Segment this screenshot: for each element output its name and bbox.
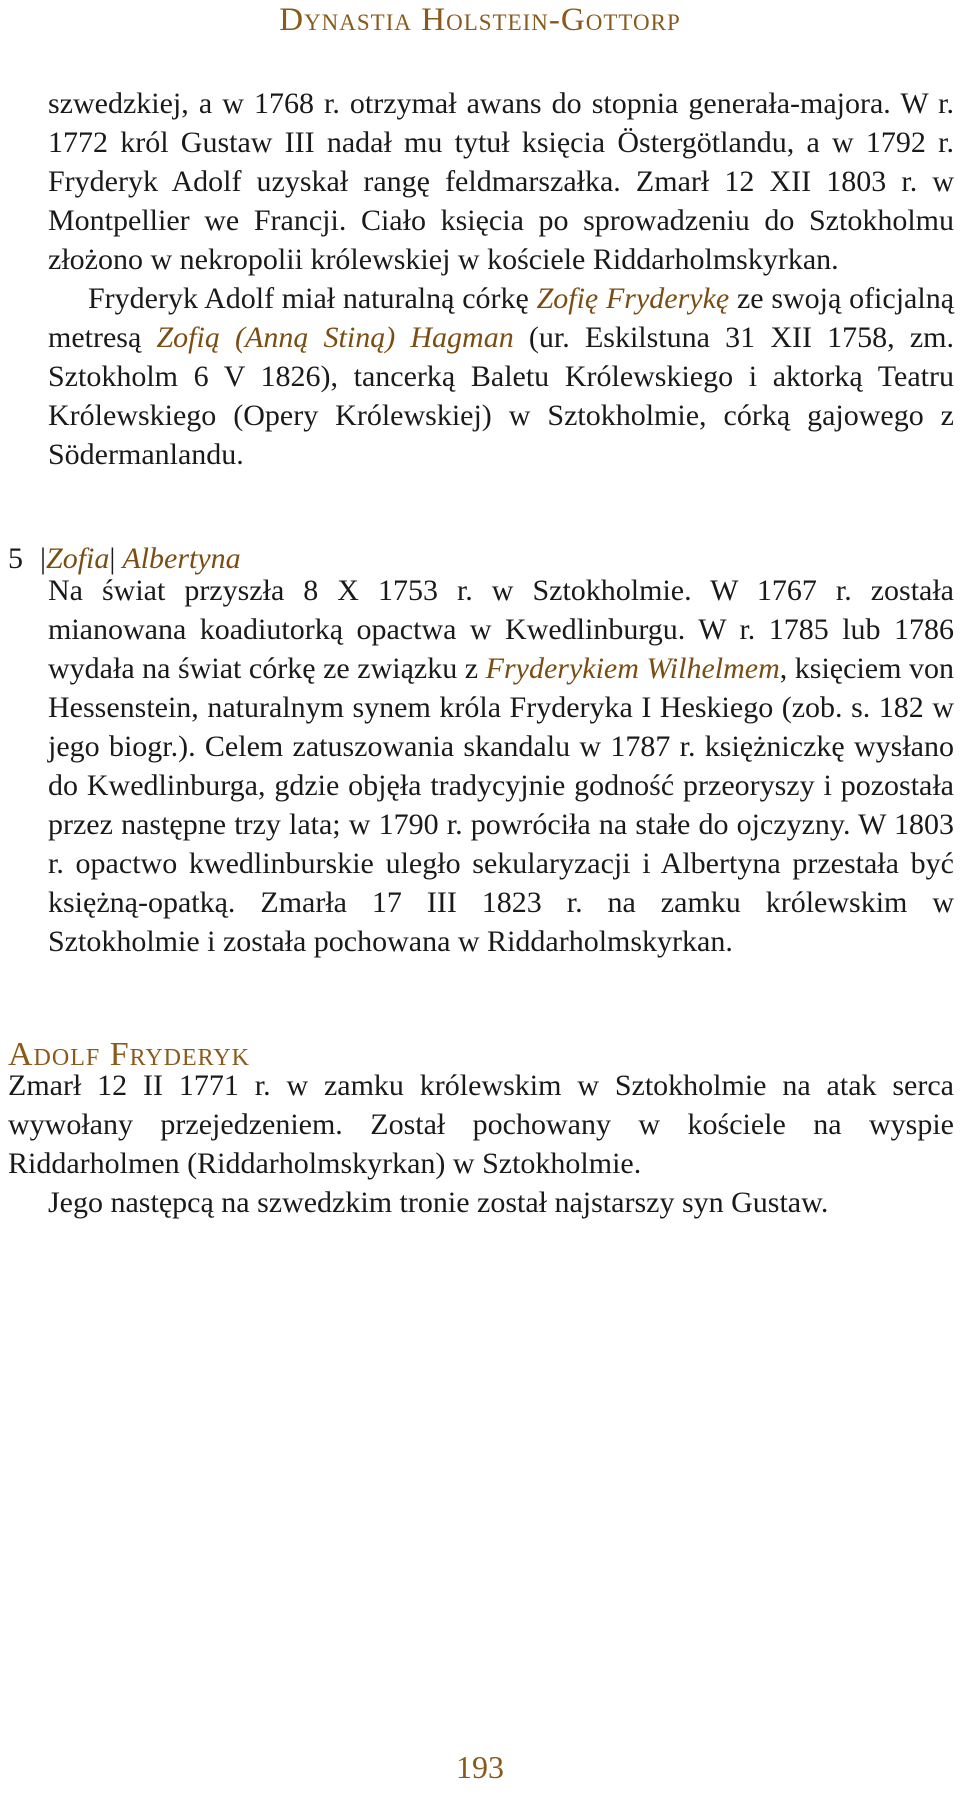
section-heading: Adolf Fryderyk	[8, 1036, 250, 1073]
person-name: Zofią (Anną Stiną) Hagman	[156, 321, 514, 354]
person-name: Zofię Fryderykę	[536, 282, 730, 315]
entry-first-name: Zofia	[46, 542, 110, 575]
section-frederick-adolf-text	[48, 84, 954, 474]
text-run: , księciem von Hessenstein, naturalnym synem króla Fryderyka I Heskiego (zob. s. 182 w jego biogr.). Celem zatuszowania skandalu w 1787 r. księżniczkę wysłano do Kwedlinburga, gdzie objęła tradycyjnie godność przeoryszy i pozostała przez następne trzy lata; w 1790 r. powróciła na stałe do ojczyzny. W 1803 r. opactwo kwedlinburskie uległo sekularyzacji i Albertyna przestała być księżną-opatką. Zmarła 17 III 1823 r. na zamku królewskim w Sztokholmie i została pochowana w Riddarholmskyrkan.	[48, 652, 954, 958]
paragraph: szwedzkiej, a w 1768 r. otrzymał awans do stopnia generała-majora. W r. 1772 król Gustaw III nadał mu tytuł księcia Östergötlandu, a w 1792 r. Fryderyk Adolf uzyskał rangę feldmarszałka. Zmarł 12 XII 1803 r. w Montpellier we Francji. Ciało księcia po sprowadzeniu do Sztokholmu złożono w nekropolii królewskiej w kościele Riddarholmskyrkan.	[48, 87, 954, 276]
paragraph: Jego następcą na szwedzkim tronie został najstarszy syn Gustaw.	[48, 1186, 829, 1219]
text-run: Fryderyk Adolf miał naturalną córkę	[88, 282, 537, 315]
running-head: Dynastia Holstein-Gottorp	[279, 2, 681, 38]
paragraph	[48, 571, 954, 961]
name-bracket-close: |	[109, 542, 116, 575]
entry-body	[48, 571, 954, 961]
page-number: 193	[456, 1749, 504, 1785]
section-adolf-fryderyk-text	[8, 1066, 954, 1222]
text-run: Na świat przyszła 8 X 1753 r. w Sztokholmie. W 1767 r. została mianowana koadiutorką opactwa w Kwedlinburgu. W r. 1785 lub 1786 wydała na świat córkę ze związku z	[48, 574, 954, 685]
entry-number: 5	[8, 542, 23, 575]
person-name: Fryderykiem Wilhelmem	[485, 652, 780, 685]
paragraph: Zmarł 12 II 1771 r. w zamku królewskim w Sztokholmie na atak serca wywołany przejedzeniem. Został pochowany w kościele na wyspie Riddarholmen (Riddarholmskyrkan) w Sztokholmie.	[8, 1069, 954, 1180]
text-run: (ur. Eskilstuna 31 XII 1758, zm. Sztokholm 6 V 1826), tancerką Baletu Królewskiego i aktorką Teatru Królewskiego (Opery Królewskiej) w Sztokholmie, córką gajowego z Södermanlandu.	[48, 321, 955, 471]
paragraph	[48, 279, 954, 474]
entry-second-name: Albertyna	[122, 542, 241, 575]
name-bracket-open: |	[40, 542, 47, 575]
text-run: ze swoją oficjalną metresą	[48, 282, 955, 354]
